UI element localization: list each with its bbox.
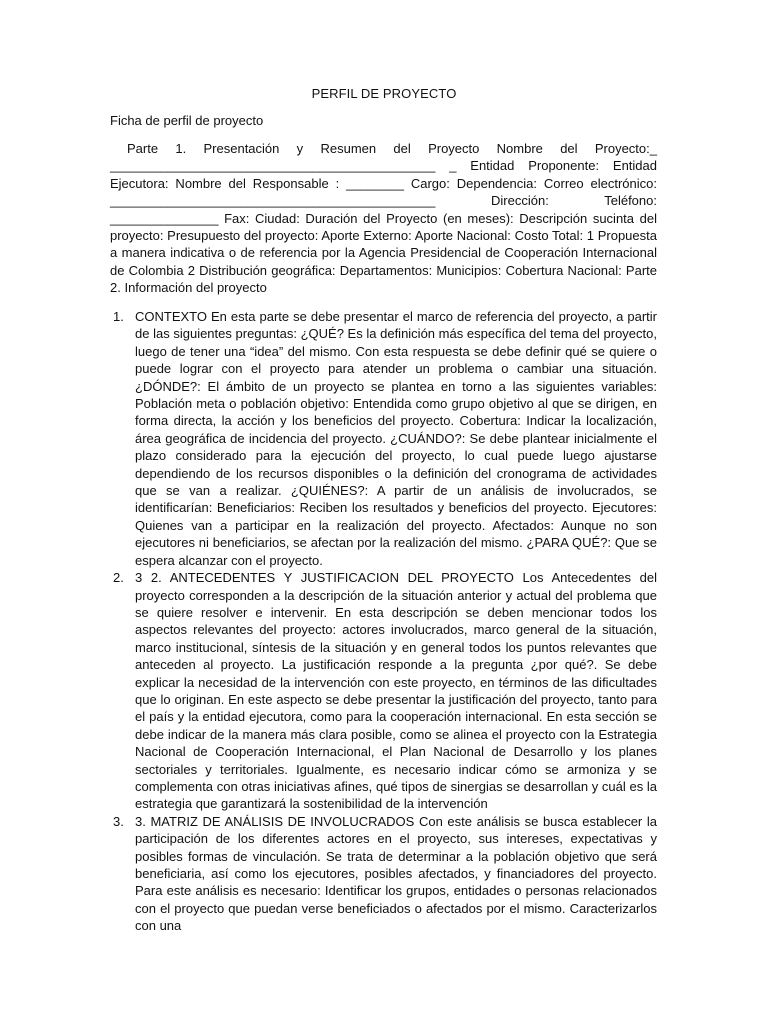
list-item [110,308,657,569]
section-list [110,308,657,935]
page-subtitle: Ficha de perfil de proyecto [110,113,264,128]
page-title: PERFIL DE PROYECTO [311,86,457,101]
list-item [110,569,657,813]
intro-text: Parte 1. Presentación y Resumen del Proyecto Nombre del Proyecto:_ _____________________________________________ _ Entidad Proponente: Entidad Ejecutora: Nombre del Responsable : ________ Cargo: Dependencia: Correo electrónico: _____________________________________________ Dirección: Teléfono: _______________ Fax: Ciudad: Duración del Proyecto (en meses): Descripción sucinta del proyecto: Presupuesto del proyecto: Aporte Externo: Aporte Nacional: Costo Total: 1 Propuesta a manera indicativa o de referencia por la Agencia Presidencial de Cooperación Internacional de Colombia 2 Distribución geográfica: Departamentos: Municipios: Cobertura Nacional: Parte 2. Información del proyecto [110,141,657,296]
list-item-text: CONTEXTO En esta parte se debe presentar el marco de referencia del proyecto, a partir de las siguientes preguntas: ¿QUÉ? Es la definición más específica del tema del proyecto, luego de tener una “idea” del mismo. Con esta respuesta se debe definir qué se quiere o puede lograr con el proyecto para atender un problema o cambiar una situación. ¿DÓNDE?: El ámbito de un proyecto se plantea en torno a las siguientes variables: Población meta o población objetivo: Entendida como grupo objetivo al que se dirigen, en forma directa, la acción y los beneficios del proyecto. Cobertura: Indicar la localización, área geográfica de incidencia del proyecto. ¿CUÁNDO?: Se debe plantear inicialmente el plazo considerado para la ejecución del proyecto, lo cual puede luego ajustarse dependiendo de los recursos disponibles o la definición del cronograma de actividades que se van a realizar. ¿QUIÉNES?: A partir de un análisis de involucrados, se identificarían: Beneficiarios: Reciben los resultados y beneficios del proyecto. Ejecutores: Quienes van a participar en la realización del proyecto. Afectados: Aunque no son ejecutores ni beneficiarios, se afectan por la realización del mismo. ¿PARA QUÉ?: Que se espera alcanzar con el proyecto. [135,309,657,568]
intro-paragraph [110,140,657,297]
list-item-number: 1. [113,309,124,324]
list-item-number: 2. [113,570,124,586]
list-item-text: 3. MATRIZ DE ANÁLISIS DE INVOLUCRADOS Con este análisis se busca establecer la participación de los diferentes actores en el proyecto, sus intereses, expectativas y posibles formas de vinculación. Se trata de determinar a la población objetivo que será beneficiaria, así como los ejecutores, posibles afectados, y financiadores del proyecto. Para este análisis es necesario: Identificar los grupos, entidades o personas relacionados con el proyecto que puedan verse beneficiados o afectados por el mismo. Caracterizarlos con una [135,813,657,934]
list-item-text: 3 2. ANTECEDENTES Y JUSTIFICACION DEL PROYECTO Los Antecedentes del proyecto corresponden a la descripción de la situación anterior y actual del problema que se quiere resolver e intervenir. En esta descripción se deben mencionar todos los aspectos relevantes del proyecto: actores involucrados, marco general de la situación, marco institucional, síntesis de la situación y en general todos los puntos relevantes que anteceden al proyecto. La justificación responde a la pregunta ¿por qué?. Se debe explicar la necesidad de la intervención con este proyecto, en términos de las dificultades que lo originan. En este aspecto se debe presentar la justificación del proyecto, tanto para el país y la entidad ejecutora, como para la cooperación internacional. En esta sección se debe indicar de la manera más clara posible, como se alinea el proyecto con la Estrategia Nacional de Cooperación Internacional, el Plan Nacional de Desarrollo y los planes sectoriales y territoriales. Igualmente, es necesario indicar cómo se armoniza y se complementa con otras iniciativas afines, qué tipos de sinergias se desarrollan y cuál es la estrategia que garantizará la sostenibilidad de la intervención [135,570,657,812]
list-item [110,813,657,935]
list-item-number: 3. [113,813,124,829]
